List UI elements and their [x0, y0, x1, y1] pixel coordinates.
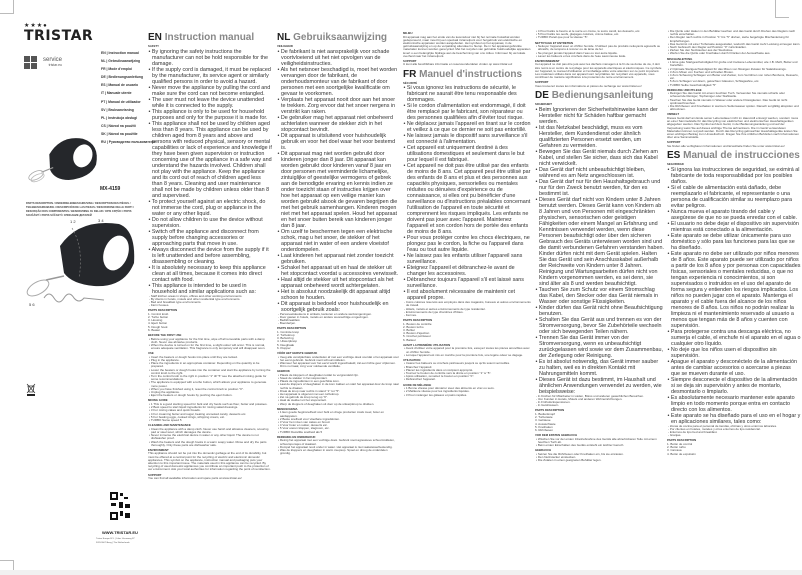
company-address: Tristar Europe B.V. | Jules Verneweg 87 5015 BH Tilburg | The Netherlands — [96, 538, 135, 544]
instruction-text: - Bed and breakfast type environments. — [149, 299, 202, 304]
safety-instruction: • Haal altijd de stekker uit het stopcontact als het apparaat onbeheerd wordt achtergelaten. — [277, 276, 394, 289]
instruction-text: • Placez les ingrédients dans un récipient approprié. — [404, 367, 474, 372]
language-title: DE Bedienungsanleitung — [535, 90, 654, 102]
instruction-text: 5. Knethaken — [535, 424, 553, 429]
section-heading: PARTS DESCRIPTION — [667, 438, 697, 443]
safety-instruction: • Es absolutamente necesario mantener este aparato limpio en todo momento porque entra en contacto directo con los alimentos. — [667, 394, 795, 413]
safety-instruction: • Switch off the appliance and disconnect from supply before changing accessories or approaching parts that move in use. — [148, 228, 259, 247]
section-heading: CLEANING AND MAINTENANCE — [148, 423, 191, 428]
instruction-text: • TURBO Dezelfde snelheid als 5 — [278, 429, 323, 434]
instruction-text: • Before using your appliance for the first time, wipe off all removable parts with a damp cloth. Never use abrasive products. — [149, 336, 265, 344]
instruction-text: 3. Carcasa — [667, 448, 682, 453]
section-heading: UMWELT — [667, 112, 680, 117]
instruction-text: • Ne plongez jamais l'appareil dans l'eau ou tout autre liquide. — [536, 50, 618, 55]
language-title: NL Gebruiksaanwijzing — [277, 32, 388, 43]
safety-instruction: • Ne déplacez jamais l'appareil en tirant sur le cordon et veillez à ce que ce dernier ne soit pas entortillé. — [403, 121, 531, 134]
section-fr — [403, 30, 531, 397]
language-item: RU | Руководство пользователя — [101, 140, 155, 145]
instruction-text: • 5 Zum Schlagen von Eiern, gekochten Glasuren, Schlagsahne, etc. — [668, 79, 760, 84]
instruction-text: • 2 Beste snelheid voor vloeibare ingrediënten. — [278, 416, 340, 421]
instruction-text: 5. Dough hook — [148, 324, 168, 329]
safety-instruction: • Apague el aparato y desconéctelo de la alimentación antes de cambiar accesorios o acercarse a piezas que se mueven durante el uso. — [667, 358, 798, 377]
instruction-text: • Plaats de kloppers of deeghaken totdat ze vergrendeld zijn. — [278, 372, 359, 377]
safety-instruction: • The user must not leave the device unattended while it is connected to the supply. — [148, 96, 265, 109]
instruction-text: • Setzen Sie die Rührbesen oder Knethaken ein, bis sie einrasten. — [536, 451, 624, 456]
safety-instruction: • Para protegerse contra una descarga eléctrica, no sumerja el cable, el enchufe ni el aparato en el agua o cualquier otro líquido. — [667, 328, 801, 347]
instruction-text: • Den Regler nach rechts in Position "1" bis "5" drehen, siehe beigefügte Mischanleitung für Empfehlungen. — [668, 35, 790, 43]
instruction-text: 2. Bouton turbo — [403, 324, 424, 329]
safety-instruction: • Never move the appliance by pulling the cord and make sure the cord can not become entangled. — [148, 84, 271, 97]
section-heading: MISCHANLEITUNG — [667, 56, 693, 61]
instruction-text: • Was de kloppers en deeghaken in warm zeepsop. Spoel en droog de onderdelen grondig. — [278, 447, 388, 456]
service-grid-icon — [24, 56, 37, 69]
safety-instruction: • To protect yourself against an electric shock, do not immerse the cord, plug or appliance in the water or any other liquid. — [148, 198, 266, 217]
safety-instruction: • Si le cordon d'alimentation est endommagé, il doit être remplacé par le fabricant, son réparateur ou des personnes qualifiées afin d'éviter tout risque. — [403, 103, 526, 122]
section-heading: VOR DEM ERSTEN GEBRAUCH — [535, 433, 578, 438]
instruction-text: • Werp de kloppers of deeghaken uit door op de uitwerpknop te drukken. — [278, 401, 375, 406]
instruction-text: • 4 Zum Schaumig Schlagen von Butter und Zucker, zum Verrühren von rohen Bonbons, Desserts, etc. — [668, 72, 799, 81]
safety-instruction: • Bewegen Sie das Gerät niemals durch Ziehen am Kabel, und stellen Sie sicher, dass sich das Kabel nicht verwickelt. — [535, 148, 658, 167]
language-item: CS | Návod na použití — [101, 123, 136, 128]
language-item: ES | Manual de usuario — [101, 83, 139, 88]
instruction-text: 5. Deeghaak — [277, 342, 295, 347]
instruction-text: • 5 For beating eggs, cooked icings, whipping cream, etc. — [149, 414, 225, 419]
instruction-text: • TURBO Selbe Geschwindigkeit "5" — [668, 82, 717, 87]
safety-instruction: • Es ist absolut notwendig, das Gerät immer sauber zu halten, weil es in direkten Kontakt mit Nahrungsmitteln kommt. — [535, 358, 659, 377]
safety-instruction: • No deje que los niños usen el dispositivo sin supervisión. — [667, 346, 777, 359]
mixer-parts-diagram — [24, 218, 134, 308]
svg-text:5 6: 5 6 — [29, 302, 35, 307]
safety-instruction: • Beim Ignorieren der Sicherheitshinweise kann der Hersteller nicht für Schäden haftbar gemacht werden. — [535, 106, 658, 125]
safety-instruction: • Si vous ignorez les instructions de sécurité, le fabricant ne saurait être tenu responsable des dommages. — [403, 85, 517, 104]
safety-instruction: • Nunca mueva el aparato tirando del cable y asegúrese de que no se pueda enredar con el cable. — [667, 208, 798, 221]
language-item: FR | Mode d'emploi — [101, 67, 132, 72]
instruction-text: • Eject the beaters or dough hooks by pushing the eject button. — [149, 393, 233, 398]
safety-instruction: • De fabrikant is niet aansprakelijk voor schade voortvloeiend uit het niet opvolgen van de veiligheidsinstructies. — [277, 48, 390, 67]
instruction-text: 2. Turboknop — [277, 333, 295, 338]
instruction-text: • Reinigen Sie das Gerät mit einem feuchten Tuch. Verwenden Sie niemals scharfe oder scheuernde Reiniger, Topfreiniger oder Stahlwolle. — [668, 91, 785, 99]
instruction-text: - Door gasten in hotels, motels en andere woonachtige omgevingen. — [278, 314, 369, 319]
safety-instruction: • Dit apparaat is bedoeld voor huishoudelijk en soortgelijk gebruik zoals: — [277, 300, 389, 313]
svg-text:3 4: 3 4 — [98, 218, 104, 223]
model-number: MX-4159 — [100, 186, 121, 192]
safety-instruction: • It is absolutely necessary to keep this appliance clean at all times, because it comes into direct contact with food. — [148, 264, 266, 283]
instruction-text: 1. Bedienknopf — [535, 411, 556, 416]
language-item: PL | Instrukcja obsługi — [101, 115, 138, 120]
language-item: NL | Gebruiksaanwijzing — [101, 59, 141, 64]
instruction-text: • Débranchez l'appareil. — [404, 377, 436, 382]
safety-instruction: • Este aparato no debe ser utilizado por niños menores de 8 años. Este aparato puede ser utilizado por niños a partir de los 8 años y por personas con capacidades físicas, sensoriales o mentales reducidas, o que no tengan experiencia ni conocimientos, si son supervisados o instruidos en el uso del aparato de forma segura y entienden los riesgos implicados. Los niños no pueden jugar con el aparato. Mantenga el aparato y el cable fuera del alcance de los niños menores de 8 años. Los niños no podrán realizar la limpieza ni el mantenimiento reservado al usuario a menos que tengan más de 8 años y cuenten con supervisión. — [667, 250, 801, 329]
instruction-text: • Veeg alle verwijderbare onderdelen af met een vochtige doek voordat u het apparaat voor het eerst gebruikt. Gebruik nooit schuurmiddelen. — [278, 354, 399, 362]
safety-instruction: • Dit apparaat is uitsluitend voor huishoudelijk gebruik en voor het doel waar het voor bestemd is. — [277, 132, 396, 151]
instruction-text: 6. Rührbesen — [535, 427, 554, 432]
hand-mixer-image — [22, 128, 100, 190]
language-item: EN | Instruction manual — [101, 51, 139, 55]
instruction-text: - Von Kunden in Hotels, Motels und anderen Wohneinrichtungen. — [536, 396, 623, 401]
qr-code — [110, 492, 130, 520]
safety-instruction: • Este aparato se debe utilizar únicamente para uso doméstico y sólo para las funciones para las que se ha diseñado. — [667, 232, 795, 251]
section-heading: SAFETY — [148, 44, 160, 48]
instruction-text: - Zonas de cocina para el personal de tiendas, oficinas y otros entornos laborales. — [668, 423, 777, 428]
safety-instruction: • Siempre desconecte el dispositivo de la alimentación si se deja sin supervisión y antes de montarlo, desmontarlo o limpiarlo. — [667, 376, 798, 395]
instruction-text: • Plug in the appliance. — [149, 358, 180, 363]
instruction-text: • 5 Pour battre les oeufs, glaçages cuisinés, crème battue, etc. — [536, 32, 620, 37]
safety-instruction: • Schakel het apparaat uit en haal de stekker uit het stopcontact voordat u accessoires verwisselt. — [277, 264, 399, 277]
section-heading: PARTS DESCRIPTION — [277, 326, 307, 331]
safety-instruction: • Het is absoluut noodzakelijk dit apparaat altijd schoon te houden. — [277, 288, 391, 301]
safety-instruction: • This appliance is only to be used for household purposes and only for the purpose it is made for. — [148, 108, 268, 121]
section-heading: SEGURIDAD — [667, 162, 684, 167]
instruction-text: - In Frühstückspensionen. — [536, 400, 571, 405]
language-item: SV | Bruksanvisning — [101, 107, 134, 112]
section-heading: SUPPORT — [535, 80, 549, 85]
instruction-text: 1. Botón de control — [667, 441, 693, 446]
instruction-text: - Bed&breakfast. — [278, 317, 301, 322]
instruction-text: • Lavez les batteurs et les crochets dans de l'eau savonneuse tiède. — [536, 53, 627, 58]
instruction-text: - In Gutshäusern. — [536, 403, 560, 408]
service-badge: service tristar.eu — [24, 56, 62, 69]
instruction-text: - Hôtels, motels et autres environnements de type résidentiel. — [404, 306, 486, 311]
tristar-logo: ★★★● TRISTAR — [24, 23, 94, 44]
safety-instruction: • Ne laissez jamais le dispositif sans surveillance s'il est connecté à l'alimentation. — [403, 133, 528, 146]
language-item: DE | Bedienungsanleitung — [101, 75, 144, 80]
section-heading: VÓÓR HET EERSTE GEBRUIK — [277, 351, 318, 356]
instruction-text: • 1 This is a good starting speed for bulk and dry foods such as flour, butter and potatoes. — [149, 401, 268, 406]
instruction-text: • Lower the beaters or dough hooks into the container and start the appliance by turning the control knob to the right. — [149, 367, 271, 375]
safety-instruction: • Always disconnect the device from the supply if it is left unattended and before assembling, disassembling or cleaning. — [148, 246, 269, 265]
instruction-text: • Draai de knop naar rechts in stand "1" tot "5". — [278, 388, 341, 393]
section-heading: ENVIRONMENT — [148, 447, 169, 452]
instruction-text: • Laat de kloppers of deeghaken in de kom zakken en start het apparaat door de knop naar rechts te draaien. — [278, 382, 399, 390]
instruction-text: • 4 Pour battre le beurre et le sucre en crème, le sucre candi, les desserts, etc. — [536, 29, 641, 33]
crop-mark — [0, 0, 14, 14]
page-edge — [0, 570, 802, 575]
instruction-text: 1. Controle knop — [277, 329, 300, 334]
language-title: EN Instruction manual — [148, 32, 255, 43]
section-heading: SUPPORT — [148, 472, 162, 477]
instruction-text: 4. Botón de expulsión — [667, 451, 696, 456]
section-heading: UTILISATION — [403, 357, 421, 362]
section-es — [667, 30, 801, 456]
website-link[interactable]: WWW.TRISTAR.EU — [102, 530, 138, 535]
instruction-text: Dit apparaat mag aan het einde van de levensduur niet bij het normale huisafval worden gedeponeerd, maar moet bij een speciaal inzamelpunt voor hergebruik van elektrische en elektronische apparaten worden aangeboden. Het symbool op het apparaat, in de gebruiksaanwijzing en op de verpakking attendeert u hierop. De in het apparaat gebruikte materialen kunnen worden gerecycled. Met het recyclen van gebruikte huishoudelijke apparaten levert u een belangrijke bijdrage aan de bescherming van ons milieu. Informeer bij uw lokale overheid naar het inzamelpunt. — [403, 34, 531, 58]
instruction-text: - Entornos de tipo bed and breakfast. — [668, 430, 718, 434]
safety-instruction: • Verplaats het apparaat nooit door aan het snoer te trekken. Zorg ervoor dat het snoer nergens in verstrikt kan raken. — [277, 96, 396, 115]
instruction-text: • Den Netzstecker einstecken. — [536, 454, 577, 459]
section-heading: ENVIRONNEMENT — [535, 58, 560, 63]
instruction-text: • Insert the beaters or dough hooks into place until they are locked. — [149, 354, 238, 359]
safety-instruction: • This appliance shall not be used by children aged less than 8 years. This appliance can be used by children aged from 8 years and above and persons with reduced physical, sensory or mental capabilities or lack of experience and knowledge if they have been given supervision or instruction concerning use of the appliance in a safe way and understand the hazards involved. Children shall not play with the appliance. Keep the appliance and its cord out of reach of children aged less than 8 years. Cleaning and user maintenance shall not be made by children unless older than 8 and supervised. — [148, 120, 272, 199]
instruction-text: 1. Bouton de contrôle — [403, 321, 432, 326]
instruction-text: - Granjas. — [668, 433, 682, 438]
section-heading: GEBRAUCH — [535, 448, 552, 453]
safety-instruction: • Ist das Netzkabel beschädigt, muss es vom Hersteller, dem Kundendienst oder ähnlich qualifizierten Personen ersetzt werden, um Gefahren zu vermeiden. — [535, 124, 643, 149]
instruction-text: • 4 Voor boter en suiker, desserts etc. — [278, 423, 328, 428]
instruction-text: • Wischen Sie vor der ersten Inbetriebnahme des Geräts alle abnehmbaren Teile mit einem feuchten Tuch ab. — [536, 436, 657, 444]
instruction-text: • Plaats de ingrediënten in een geschikte kom. — [278, 379, 340, 384]
instruction-text: • 2 Best speed to start liquid ingredients for mixing salad dressings. — [149, 405, 239, 410]
instruction-text: • 3 For mixing cakes and quick breads. — [149, 408, 201, 413]
instruction-text: • Turn the control knob to the right in position "1" till "5" see the attached mixing guide for some recommendations. — [149, 374, 267, 382]
language-title: ES Manual de instrucciones — [667, 150, 800, 162]
instruction-text: • Branchez l'appareil. — [404, 364, 433, 369]
instruction-text: • Zet na gebruik de knop terug op "0". — [278, 395, 328, 400]
safety-instruction: • Das Gerät darf nur für den Haushaltsgebrauch und nur für den Zweck benutzt werden, für den es bestimmt ist. — [535, 178, 661, 197]
safety-instruction: • This appliance is intended to be used in household and similar applications such as: — [148, 282, 256, 295]
safety-instruction: • Dieses Gerät darf nicht von Kindern unter 8 Jahren benutzt werden. Dieses Gerät kann von Kindern ab 8 Jahren und von Personen mit eingeschränkten physischen, sensorischen oder geistigen Fähigkeiten oder einem Mangel an Erfahrung und Kenntnissen verwendet werden, wenn diese Personen beaufsichtigt oder über den sicheren Gebrauch des Geräts unterwiesen worden sind und die damit verbundenen Gefahren verstanden haben. Kinder dürfen nicht mit dem Gerät spielen. Halten Sie das Gerät und sein Anschlusskabel außerhalb der Reichweite von Kindern unter 8 Jahren. Reinigung und Wartungsarbeiten dürfen nicht von Kindern vorgenommen werden, es sei denn, sie sind älter als 8 und werden beaufsichtigt. — [535, 196, 664, 287]
instruction-text: • 1 Een goede beginsnelheid voor bulk en droge producten zoals meel, boter en aardappelen. — [278, 410, 384, 418]
section-heading: MENGSCHEMA — [277, 406, 298, 411]
safety-instruction: • Das Gerät darf nicht unbeaufsichtigt bleiben, während es am Netz angeschlossen ist. — [535, 166, 646, 179]
instruction-text: • Dompel het apparaat nooit onder in water. Het apparaat is niet vaatwasserbestendig. — [278, 444, 393, 449]
instruction-text: • Nach Gebrauch den Regler auf Position "0" zurückstellen. — [668, 45, 747, 50]
safety-instruction: • By ignoring the safety instructions the manufacturer can not be hold responsible for the damage. — [148, 48, 268, 67]
section-heading: SUPPORT — [667, 140, 681, 145]
instruction-text: • Après utilisation, remettez le bouton en position "0". — [404, 374, 475, 379]
instruction-text: - Environnements de type chambres d'hôtes. — [404, 309, 464, 314]
section-heading: PARTS DESCRIPTION — [403, 318, 433, 323]
instruction-text: 2. Turbo button — [148, 315, 169, 320]
instruction-text: - Staff kitchen areas in shops, offices and other working environments. — [149, 293, 243, 298]
instruction-text: 6. Beater — [148, 327, 161, 332]
instruction-text: 6. Klopper — [277, 345, 291, 350]
instruction-text: - In Küchen für Mitarbeiter in Läden, Büros und anderen gewerblichen Bereichen. — [536, 393, 644, 398]
instruction-text: • 2 Meilleure vitesse pour les ingrédients liquides. — [404, 389, 470, 394]
instruction-text: • Wanneer het apparaat voor het eerst wordt ingeschakeld, zal een lichte geur vrijkomen. Dit is normaal, zorg voor voldoende ventilatie. — [278, 360, 396, 369]
instruction-text: 4. Auswurftaste — [535, 421, 556, 426]
instruction-text: • Wash the beaters and the dough hooks in a warm soapy water. Rinse and dry the parts thoroughly. Only these parts are dishwasher safe. — [149, 439, 267, 447]
section-de — [535, 30, 664, 462]
safety-instruction: • Cet appareil est uniquement destiné à des utilisations domestiques et seulement dans le but pour lequel il est fabriqué. — [403, 145, 525, 164]
section-nl — [277, 30, 399, 455]
section-heading: PARTS DESCRIPTION — [535, 408, 565, 413]
instruction-text: 3. Boîtier — [403, 328, 416, 333]
instruction-text: • When you have finished using it, reset the control knob to position "0". — [149, 386, 244, 391]
instruction-text: • Tauchen Sie das Gerät niemals in Wasser oder andere Flüssigkeiten. Das Gerät ist nicht spülmaschinenfest. — [668, 97, 788, 105]
safety-instruction: • Trennen Sie das Gerät immer von der Stromversorgung, wenn es unbeaufsichtigt zurückgelassen wird sowie vor dem Zusammenbau, der Zerlegung oder Reinigung. — [535, 334, 664, 359]
instruction-text: • TURBO Same speed 5 — [149, 418, 182, 422]
instruction-text: Vous trouverez toutes les informations et pièces de rechange sur www.tristar.eu! — [535, 83, 642, 88]
safety-instruction: • De gebruiker mag het apparaat niet onbeheerd achterlaten wanneer de stekker zich in het stopcontact bevindt. — [277, 114, 393, 133]
instruction-text: • Werfen Sie die Quirle oder Knethaken durch Drücken der Auswurftaste aus. — [668, 51, 771, 56]
instruction-text: • Reinig het apparaat met een vochtige doek. Gebruik nooit agressieve schuurmiddelen, schuursponsjes of staalwol. — [278, 438, 395, 446]
crop-mark — [775, 0, 789, 18]
safety-instruction: • Do not allow children to use the device without supervision. — [148, 216, 263, 229]
section-heading: SICHERHEIT — [535, 102, 552, 107]
weee-bin-icon — [27, 384, 35, 396]
instruction-text: - Coins cuisines réservés aux employés dans des magasins, bureaux et autres environnements de travail. — [404, 300, 531, 308]
instruction-text: • 3 Zum Mixen von Kuchen und schnellen Broten. — [668, 69, 734, 74]
instruction-text: • 2 Optimale Startgeschwindigkeit für das Mixen von flüssigen Zutaten für Salatdressings. — [668, 66, 787, 71]
instruction-text: • Die Rührbesen und Knethaken in warmem Seifenwasser spülen. Danach sorgfältig abspülen und abtrocknen. — [668, 104, 799, 112]
instruction-text: • Lorsque l'appareil est mis en marche pour la première fois, une légère odeur se dégage. — [404, 352, 524, 357]
instruction-text: • Beim ersten Einschalten des Geräts entsteht ein leichter Geruch. — [536, 443, 625, 448]
instruction-text: • 5 Voor eieren kloppen, slagroom, etc. — [278, 426, 330, 431]
instruction-text: • Steek de stekker in het stopcontact. — [278, 376, 328, 381]
instruction-text: • TURBO Pareil que pour la vitesse "5". — [536, 35, 589, 40]
safety-instruction: • If the supply cord is damaged, it must be replaced by the manufacturer, its service agent or similarly qualified persons in order to avoid a hazard. — [148, 66, 271, 85]
language-item: PT | Manual de utilizador — [101, 99, 141, 104]
instruction-text: • Haal de stekker uit het stopcontact. — [278, 398, 327, 403]
svg-text:1 2: 1 2 — [70, 219, 76, 224]
instruction-text: - Fermes. — [404, 312, 417, 317]
safety-instruction: • Este aparato se ha diseñado para el uso en el hogar y en aplicaciones similares, tales como: — [667, 412, 801, 425]
safety-instruction: • Débranchez toujours l'appareil s'il est laissé sans surveillance. — [403, 277, 525, 290]
instruction-text: 4. Eject button — [148, 321, 168, 326]
instruction-text: • Die Quirle oder Haken in den Behälter tauchen und das Gerät durch Drehen des Reglers nach rechts einschalten. — [668, 29, 796, 37]
instruction-text: 3. Housing — [148, 318, 163, 323]
safety-instruction: • El usuario no debe dejar el dispositivo sin supervisión mientras está conectado a la alimentación. — [667, 220, 799, 233]
instruction-text: Sie finden alle verfügbaren Informationen und Ersatzteile finden Sie unter www.tristar.eu! — [667, 143, 785, 148]
instruction-text: 6. Batteur — [403, 337, 417, 342]
instruction-text: You can find all available information and spare parts at www.tristar.eu! — [148, 476, 242, 481]
section-heading: GUIDE DE MÉLANGE — [403, 382, 432, 387]
instruction-text: Cet appareil ne doit pas être jeté avec les déchets ménagers à la fin de sa durée de vie, il doit être remis à un centre de recyclage pour les appareils électriques et électroniques. Ce symbole sur l'appareil, le manuel d'utilisation et l'emballage attire votre attention sur ce point important. Les matériaux utilisés dans cet appareil sont recyclables. En recyclant vos appareils, vous contribuez de manière significative à la protection de notre environnement. — [535, 62, 662, 80]
safety-instruction: • Ne laissez pas les enfants utiliser l'appareil sans surveillance. — [403, 253, 523, 266]
section-heading: USE — [148, 351, 154, 356]
instruction-text: • Avant d'utiliser votre appareil pour la première fois, essuyez toutes les pièces amovibles avec un chiffon humide. — [404, 346, 530, 354]
instruction-text: • When the device is turned on for the first time, a slight odour will occur. This is normal, ensure adequate ventilation. This fragrance is only temporary and will disappear soon. — [149, 342, 266, 351]
instruction-text: 2. Turbotaste — [535, 415, 553, 420]
instruction-text: • Nettoyer l'appareil avec un chiffon humide. N'utilisez pas de produits nettoyants agressifs ou abrasifs, de tampons à récurer ou de laine de fer. — [536, 44, 661, 52]
safety-instruction: • Kinder dürfen das Gerät nicht ohne Beaufsichtigung benutzen. — [535, 304, 663, 317]
instruction-text: - By clients in hotels, motels and other residential type environments. — [149, 296, 241, 301]
safety-instruction: • Als het netsnoer beschadigd is, moet het worden vervangen door de fabrikant, de onderhoudsmonteur van de fabrikant of door personen met een soortgelijke kwalificatie om gevaar te voorkomen. — [277, 66, 398, 97]
instruction-text: • 4 For creaming butter and sugar, beating uncooked candy, desserts etc. — [149, 411, 247, 416]
safety-instruction: • Si el cable de alimentación está dañado, debe reemplazarlo el fabricante, el representante o una persona de cualificación similar su reemplazo para evitar peligros. — [667, 184, 793, 209]
section-en — [148, 30, 272, 480]
instruction-text: 3. Behuizing — [277, 336, 294, 341]
instruction-text: • Unplug the appliance. — [149, 390, 180, 395]
instruction-text: • 1 Eine gute Startgeschwindigkeit für große und trockene Lebensmittel, wie z.B. Mehl, Butter und Kartoffeln. — [668, 60, 798, 68]
section-heading: SUPPORT — [403, 58, 417, 63]
instruction-text: - Personeelskeukens in winkels, kantoren en andere werkomgevingen. — [278, 311, 372, 316]
instruction-text: 4. Bouton d'éjection — [403, 331, 430, 336]
section-heading: AVANT LA PREMIÈRE UTILISATION — [403, 342, 451, 347]
instruction-text: 4. Uitwerpknop — [277, 339, 298, 344]
instruction-text: U kunt alle beschikbare informatie en reserveonderdelen vinden op www.tristar.eu! — [403, 62, 513, 67]
instruction-text: 1. Control knob — [148, 311, 169, 316]
section-heading: GEBRUIK — [277, 369, 290, 374]
safety-instruction: • Pour vous protéger contre les chocs électriques, ne plongez pas le cordon, la fiche ou l'appareil dans l'eau ou tout autre liquide. — [403, 235, 530, 254]
instruction-text: • Clean the appliance with a damp cloth. Never use harsh and abrasive cleaners, scouring pad or steel wool, which damages the device. — [149, 426, 269, 434]
parts-description-heading: PARTS DESCRIPTION / ONDERDELENBESCHRIJVING / DESCRIPTION DES PIÈCES / TEILEBESCHREIBUNG / DESCRIPCIÓN DE LAS PIEZAS / DESCRIZIONE DELLE PARTI / DESCRIÇÃO DOS COMPONENTES / BESKRIVNING AV DELAR / OPIS CZĘŚCI / POPIS SOUČÁSTÍ / POPIS SÚČASTÍ / ОПИСАНИЕ ДЕТАЛЕЙ — [26, 202, 134, 217]
instruction-text: • Die Zutaten in einen geeigneten Behälter legen. — [536, 458, 602, 463]
section-heading: BEFORE THE FIRST USE — [148, 333, 182, 338]
instruction-text: - Farm houses. — [149, 303, 170, 308]
safety-instruction: • Dieses Gerät ist dazu bestimmt, im Haushalt und ähnlichen Anwendungen verwendet zu werden, wie beispielsweise: — [535, 376, 662, 395]
language-title: FR Manuel d'instructions — [403, 68, 523, 80]
instruction-text: 2. Botón turbo — [667, 445, 686, 450]
safety-instruction: • Cet appareil ne doit pas être utilisé par des enfants de moins de 8 ans. Cet appareil peut être utilisé par des enfants de 8 ans et plus et des personnes aux capacités physiques, sensorielles ou mentales réduites ou dénuées d'expérience ou de connaissance, si elles ont pu bénéficier d'une surveillance ou d'instructions préalables concernant l'utilisation de l'appareil en toute sécurité et comprennent les risques impliqués. Les enfants ne doivent pas jouer avec l'appareil. Maintenez l'appareil et son cordon hors de portée des enfants de moins de 8 ans. — [403, 163, 531, 236]
instruction-text: 3. Gehäuse — [535, 418, 551, 423]
instruction-text: • Never immerse the electrical device in water or any other liquid. The device is not dishwasher proof. — [149, 433, 259, 441]
instruction-text: • Das Gerät ist mit einer Turbotaste ausgestattet, wodurch das Gerät mehr Leistung erzeugen kann. — [668, 41, 801, 46]
instruction-text: This appliance should not be put into the domestic garbage at the end of its durability, but must be offered at a central point for the recycling of electric and electronic domestic appliances. This symbol on the appliance, instruction manual and packaging puts your attention to this important issue. The materials used in this appliance can be recycled. By recycling of used domestic appliances you contribute an important push to the protection of our environment. Ask your local authorities for information regarding the point of recollection. — [148, 451, 271, 472]
safety-instruction: • Om uzelf te beschermen tegen een elektrische schok, mag u het snoer, de stekker of het apparaat niet in water of een andere vloeistof onderdompelen. — [277, 228, 393, 253]
safety-instruction: • Laat kinderen het apparaat niet zonder toezicht gebruiken. — [277, 252, 394, 265]
section-heading: REINIGING EN ONDERHOUD — [277, 434, 316, 439]
instruction-text: • Place the ingredients in an appropriate container. Depending on the quantity to be prepared. — [149, 361, 260, 369]
section-heading: MILIEU — [403, 31, 413, 35]
instruction-text: • The appliance is equipped with a turbo button, which allows your appliance to generate more power. — [149, 380, 267, 388]
section-heading: NETTOYAGE ET ENTRETIEN — [535, 40, 574, 45]
language-item: SK | Návod na použitie — [101, 131, 138, 136]
instruction-text: • Tournez le bouton de contrôle vers la droite en position "1" à "5". — [404, 371, 492, 376]
instruction-text: • Ziehen Sie den Netzstecker aus der Steckdose. — [668, 48, 734, 53]
instruction-text: • 1 Bonne vitesse pour démarrer avec des aliments en vrac ou secs. — [404, 386, 495, 391]
section-heading: VEILIGHEID — [277, 44, 293, 48]
language-list — [101, 51, 155, 148]
instruction-text: • 3 Voor het mixen van cakes en brood. — [278, 419, 331, 424]
instruction-text: • Insérez les batteurs ou crochets pétrisseurs jusqu'à ce qu'ils soient verrouillés. — [404, 361, 510, 366]
safety-instruction: • Il est absolument nécessaire de maintenir cet appareil propre. — [403, 289, 516, 302]
section-heading: SÉCURITÉ — [403, 80, 418, 85]
instruction-text: • 3 Pour mélanger les gâteaux et pains rapides. — [404, 392, 468, 397]
safety-instruction: • Éteignez l'appareil et débranchez-le avant de changer les accessoires. — [403, 265, 515, 278]
instruction-text: 5. Crochet pétrisseur — [403, 334, 431, 339]
safety-instruction: • Tauchen Sie zum Schutz vor einem Stromschlag das Kabel, den Stecker oder das Gerät niemals in Wasser oder sonstige Flüssigkeiten. — [535, 286, 658, 305]
instruction-text: - Por clientes en hoteles, moteles y otros entornos de tipo residencial. — [668, 426, 761, 431]
safety-instruction: • Dit apparaat mag niet worden gebruikt door kinderen jonger dan 8 jaar. Dit apparaat kan worden gebruikt door kinderen vanaf 8 jaar en door personen met verminderde lichamelijke, zintuiglijke of geestelijke vermogens of gebrek aan de benodigde ervaring en kennis indien ze onder toezicht staan of instructies krijgen over hoe het apparaat op een veilige manier kan worden gebruikt alsook de gevaren begrijpen die met het gebruik samenhangen. Kinderen mogen niet met het apparaat spelen. Houd het apparaat en het snoer buiten bereik van kinderen jonger dan 8 jaar. — [277, 150, 398, 229]
safety-instruction: • Schalten Sie das Gerät aus und trennen es von der Stromversorgung, bevor Sie Zubehörteile wechseln oder sich bewegenden Teilen nähern. — [535, 316, 662, 335]
instruction-text: - Boerderijen. — [278, 321, 297, 326]
instruction-text: • Het apparaat is uitgerust met een turboknop. — [278, 392, 340, 397]
section-heading: REINIGUNG UND PFLEGE — [667, 87, 702, 92]
section-heading: PARTS DESCRIPTION — [148, 308, 178, 313]
safety-instruction: • Si ignora las instrucciones de seguridad, se eximirá al fabricante de toda responsabilidad por los posibles daños. — [667, 166, 800, 185]
section-heading: MIXING GUIDE — [148, 398, 168, 403]
instruction-text: Dieses Gerät darf am Ende seiner Lebensdauer nicht im Hausmüll entsorgt werden, sondern muss an einer Sammelstelle für das Recycling von elektrischen und elektronischen Haushaltsgeräten abgegeben werden. Das Symbol auf dem Gerät, in der Bedienungsanleitung und auf der Verpackung weist Sie auf dieses wichtige Thema aufmerksam. Die im Gerät verwendeten Materialien können recycelt werden. Durch das Recycling gebrauchter Haushaltsgeräte leisten Sie einen wichtigen Beitrag zum Umweltschutz. Fragen Sie Ihre örtlichen Behörden nach Informationen über eine Sammelstelle. — [667, 115, 799, 140]
language-item: IT | Manuale utente — [101, 91, 132, 96]
